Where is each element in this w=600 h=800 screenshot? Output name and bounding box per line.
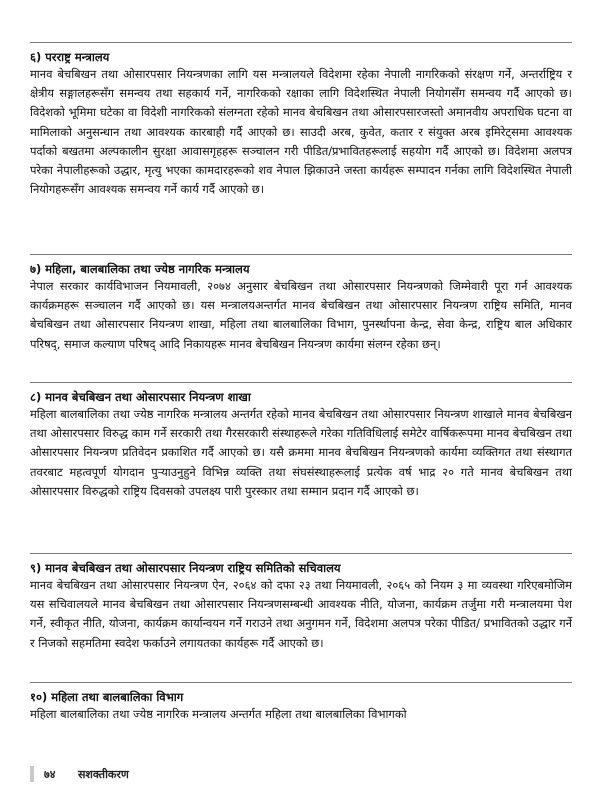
section-heading: ९) मानव बेचबिखन तथा ओसारपसार नियन्त्रण राष्ट्रिय समितिको सचिवालय [30,561,341,575]
section-heading: ७) महिला, बालबालिका तथा ज्येष्ठ नागरिक मन्त्रालय [30,262,250,276]
section-paragraph: नेपाल सरकार कार्यविभाजन नियमावली, २०७४ अनुसार बेचबिखन तथा ओसारपसार नियन्त्रणको जिम्मेवारी पूरा गर्न आवश्यक कार्यक्रमहरू सञ्चालन गर्दै आएको छ। यस मन्त्रालयअन्तर्गत मानव बेचबिखन तथा ओसारपसार नियन्त्रण राष्ट्रिय समिति, मानव बेचबिखन तथा ओसारपसार नियन्त्रण शाखा, महिला तथा बालबालिका विभाग, पुनर्स्थापना केन्द्र, सेवा केन्द्र, राष्ट्रिय बाल अधिकार परिषद्, समाज कल्याण परिषद् आदि निकायहरू मानव बेचबिखन नियन्त्रण कार्यमा संलग्न रहेका छन्। [30,279,572,351]
section-paragraph: मानव बेचबिखन तथा ओसारपसार नियन्त्रणका लागि यस मन्त्रालयले विदेशमा रहेका नेपाली नागरिकको संरक्षण गर्ने, अन्तर्राष्ट्रिय र क्षेत्रीय सङ्गालहरूसँग समन्वय तथा सहकार्य गर्ने, नागरिकको रक्षाका लागि विदेशस्थित नेपाली नियोगसँग समन्वय गर्दै आएको छ। विदेशको भूमिमा घटेका वा विदेशी नागरिकको संलग्नता रहेको मानव बेचबिखन तथा ओसारपसारजस्तो अमानवीय अपराधिक घटना वा मामिलाको अनुसन्धान तथा आवश्यक कारबाही गर्दै आएको छ। साउदी अरब, कुवेत, कतार र संयुक्त अरब इमिरेट्समा आवश्यक पर्दाको बखतमा अल्पकालीन सुरक्षा आवासगृहहरू सञ्चालन गरी पीडित/प्रभावितहरूलाई सहयोग गर्दै आएको छ। विदेशमा अलपत्र परेका नेपालीहरूको उद्धार, मृत्यु भएका कामदारहरूको शव नेपाल झिकाउने जस्ता कार्यहरू सम्पादन गर्नका लागि विदेशस्थित नेपाली नियोगहरूसँग आवश्यक समन्वय गर्ने कार्य गर्दै आएको छ। [30,67,573,197]
section-women-children-ministry [30,254,572,354]
page-footer [30,760,572,786]
section-paragraph: महिला बालबालिका तथा ज्येष्ठ नागरिक मन्त्रालय अन्तर्गत महिला तथा बालबालिका विभागको [30,707,407,721]
section-trafficking-control-branch [30,382,572,501]
section-heading: ६) परराष्ट्र मन्त्रालय [30,50,110,64]
section-foreign-affairs-ministry [30,42,572,199]
section-paragraph: महिला बालबालिका तथा ज्येष्ठ नागरिक मन्त्रालय अन्तर्गत रहेको मानव बेचबिखन तथा ओसारपसार नियन्त्रण शाखाले मानव बेचबिखन तथा ओसारपसार विरुद्ध काम गर्ने सरकारी तथा गैरसरकारी संस्थाहरूले गरेका गतिविधिलाई समेटेर वार्षिकरूपमा मानव बेचबिखन तथा ओसारपसार नियन्त्रण प्रतिवेदन प्रकाशित गर्दै आएको छ। यसै क्रममा मानव बेचबिखन नियन्त्रणको कार्यमा व्यक्तिगत तथा संस्थागत तवरबाट महत्वपूर्ण योगदान पुऱ्याउनुहुने विभिन्न व्यक्ति तथा संघसंस्थाहरूलाई प्रत्येक वर्ष भाद्र २० गते मानव बेचबिखन तथा ओसारपसार विरुद्धको राष्ट्रिय दिवसको उपलक्ष्य पारी पुरस्कार तथा सम्मान प्रदान गर्दै आएको छ। [30,407,572,498]
section-women-children-department [30,682,572,741]
section-paragraph: मानव बेचबिखन तथा ओसारपसार नियन्त्रण ऐन, २०६४ को दफा २३ तथा नियमावली, २०६५ को नियम ३ मा व्यवस्था गरिएबमोजिम यस सचिवालयले मानव बेचबिखन तथा ओसारपसार नियन्त्रणसम्बन्धी आवश्यक नीति, योजना, कार्यक्रम तर्जुमा गरी मन्त्रालयमा पेश गर्ने, स्वीकृत नीति, योजना, कार्यक्रम कार्यान्वयन गर्ने गराउने तथा अनुगमन गर्ने, विदेशमा अलपत्र परेका पीडित/ प्रभावितको उद्धार गर्ने र निजको सहमतिमा स्वदेश फर्काउने लगायतका कार्यहरू गर्दै आएको छ। [30,578,572,650]
footer-marker [30,766,34,782]
section-heading: १०) महिला तथा बालबालिका विभाग [30,690,184,704]
footer-title: सशक्तीकरण [78,768,129,781]
section-national-committee-secretariat [30,553,572,653]
page-number: ७४ [44,768,56,781]
section-heading: ८) मानव बेचबिखन तथा ओसारपसार नियन्त्रण शाखा [30,390,251,404]
